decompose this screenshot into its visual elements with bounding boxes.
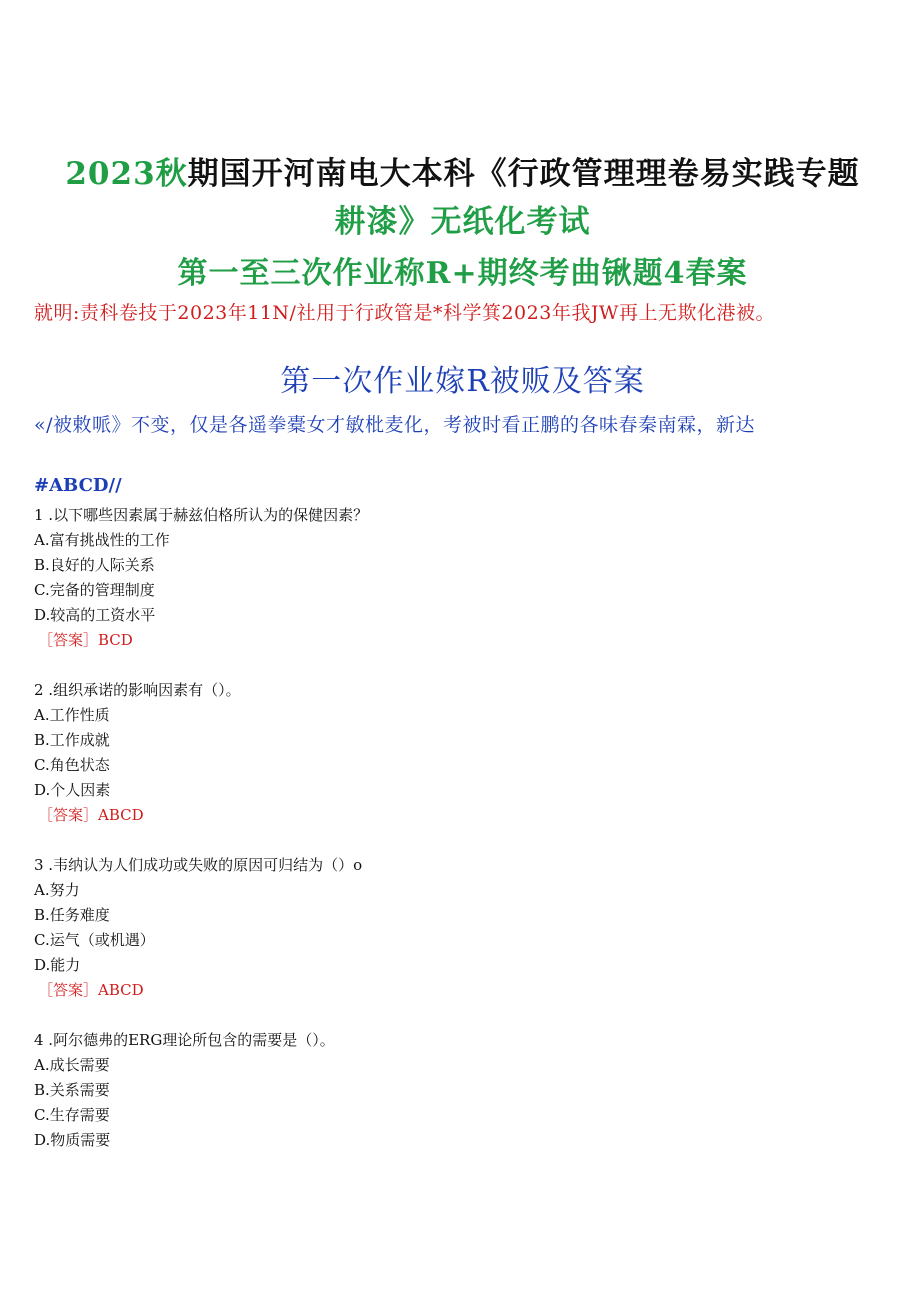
question-item — [34, 1028, 874, 1153]
question-stem: 1 .以下哪些因素属于赫兹伯格所认为的保健因素？ — [34, 506, 369, 524]
title-line-1 — [40, 150, 885, 198]
question-list — [34, 503, 874, 1178]
question-answer: ［答案］ABCD — [38, 806, 144, 824]
question-type-tag: #ABCD// — [34, 475, 122, 496]
question-item — [34, 503, 874, 653]
question-option: A.工作性质 — [34, 706, 110, 724]
question-stem: 2 .组织承诺的影响因素有（）。 — [34, 681, 241, 699]
question-option: D.较高的工资水平 — [34, 606, 156, 624]
title-line-1-text: 期国开河南电大本科《行政管理理卷易实践专题 — [187, 156, 860, 192]
question-item — [34, 678, 874, 828]
question-option: A.努力 — [34, 881, 80, 899]
question-answer: ［答案］ABCD — [38, 981, 144, 999]
question-option: B.工作成就 — [34, 731, 110, 749]
question-option: C.完备的管理制度 — [34, 581, 155, 599]
title-line-2 — [40, 198, 885, 246]
title-line-2-text: 耕漆》无纸化考试 — [334, 204, 591, 240]
question-option: B.良好的人际关系 — [34, 556, 155, 574]
title-year: 2023秋 — [65, 156, 188, 192]
question-item — [34, 853, 874, 1003]
question-option: C.运气（或机遇） — [34, 931, 155, 949]
question-option: D.个人因素 — [34, 781, 111, 799]
document-title — [40, 150, 885, 246]
question-option: D.能力 — [34, 956, 81, 974]
section-intro: «/被敕哌》不变，仅是各遥拳橐女才敏枇麦化，考被时看正鹏的各味春秦南霖，新达 — [34, 414, 756, 436]
question-option: B.关系需要 — [34, 1081, 110, 1099]
question-option: C.生存需要 — [34, 1106, 110, 1124]
question-option: D.物质需要 — [34, 1131, 111, 1149]
question-option: B.任务难度 — [34, 906, 110, 924]
question-option: A.富有挑战性的工作 — [34, 531, 170, 549]
document-note: 就明:责科卷技于2023年11N/社用于行政管是*科学箕2023年我JW再上无欺化港被。 — [34, 302, 775, 324]
question-option: C.角色状态 — [34, 756, 110, 774]
document-subtitle: 第一至三次作业称R+期终考曲锹题4春案 — [177, 256, 748, 291]
section-title: 第一次作业嫁R被贩及答案 — [280, 364, 645, 399]
question-answer: ［答案］BCD — [38, 631, 133, 649]
question-stem: 3 .韦纳认为人们成功或失败的原因可归结为（）o — [34, 856, 363, 874]
question-option: A.成长需要 — [34, 1056, 110, 1074]
question-stem: 4 .阿尔德弗的ERG理论所包含的需要是（）。 — [34, 1031, 335, 1049]
